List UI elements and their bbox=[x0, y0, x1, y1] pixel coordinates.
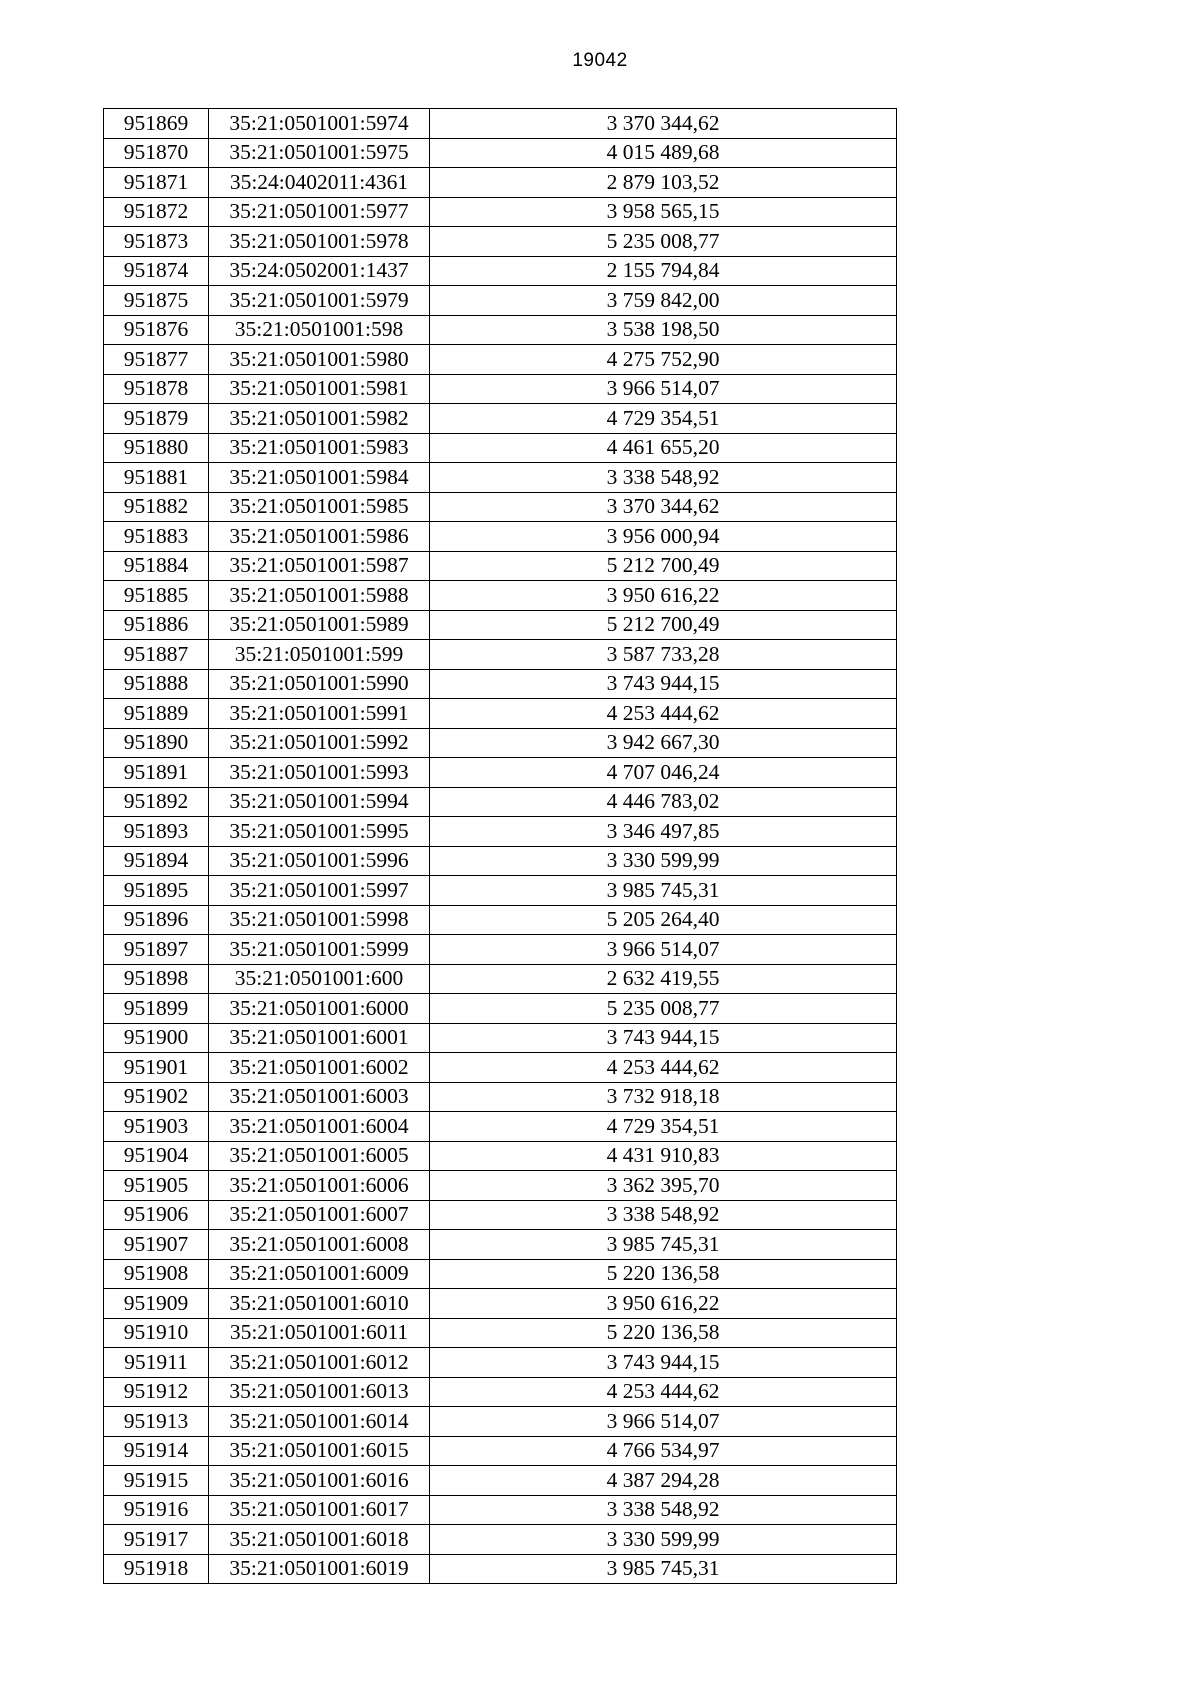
table-row bbox=[104, 227, 897, 257]
cadastral-value-cell: 3 985 745,31 bbox=[430, 876, 897, 906]
cadastral-value-cell: 2 879 103,52 bbox=[430, 168, 897, 198]
table-row bbox=[104, 1112, 897, 1142]
table-row bbox=[104, 463, 897, 493]
cadastral-value-cell: 4 707 046,24 bbox=[430, 758, 897, 788]
row-number-cell: 951900 bbox=[104, 1023, 209, 1053]
cadastral-value-cell: 3 538 198,50 bbox=[430, 315, 897, 345]
table-row bbox=[104, 256, 897, 286]
table-row bbox=[104, 138, 897, 168]
row-number-cell: 951885 bbox=[104, 581, 209, 611]
cadastral-number-cell: 35:21:0501001:6012 bbox=[209, 1348, 430, 1378]
table-row bbox=[104, 1525, 897, 1555]
cadastral-number-cell: 35:21:0501001:5991 bbox=[209, 699, 430, 729]
row-number-cell: 951884 bbox=[104, 551, 209, 581]
table-row bbox=[104, 758, 897, 788]
cadastral-number-cell: 35:21:0501001:6018 bbox=[209, 1525, 430, 1555]
cadastral-value-cell: 4 253 444,62 bbox=[430, 699, 897, 729]
row-number-cell: 951897 bbox=[104, 935, 209, 965]
cadastral-value-cell: 3 743 944,15 bbox=[430, 1023, 897, 1053]
cadastral-number-cell: 35:24:0502001:1437 bbox=[209, 256, 430, 286]
cadastral-value-cell: 5 220 136,58 bbox=[430, 1259, 897, 1289]
page-number: 19042 bbox=[572, 50, 628, 71]
cadastral-number-cell: 35:21:0501001:5999 bbox=[209, 935, 430, 965]
cadastral-number-cell: 35:21:0501001:6013 bbox=[209, 1377, 430, 1407]
cadastral-number-cell: 35:21:0501001:6003 bbox=[209, 1082, 430, 1112]
row-number-cell: 951874 bbox=[104, 256, 209, 286]
table-row bbox=[104, 1171, 897, 1201]
cadastral-value-cell: 2 632 419,55 bbox=[430, 964, 897, 994]
table-row bbox=[104, 846, 897, 876]
cadastral-number-cell: 35:21:0501001:600 bbox=[209, 964, 430, 994]
table-row bbox=[104, 1466, 897, 1496]
row-number-cell: 951883 bbox=[104, 522, 209, 552]
table-row bbox=[104, 1082, 897, 1112]
cadastral-value-cell: 3 950 616,22 bbox=[430, 1289, 897, 1319]
table-row bbox=[104, 905, 897, 935]
row-number-cell: 951896 bbox=[104, 905, 209, 935]
cadastral-value-cell: 3 330 599,99 bbox=[430, 1525, 897, 1555]
cadastral-number-cell: 35:21:0501001:6002 bbox=[209, 1053, 430, 1083]
cadastral-value-cell: 3 346 497,85 bbox=[430, 817, 897, 847]
cadastral-number-cell: 35:21:0501001:5975 bbox=[209, 138, 430, 168]
cadastral-value-cell: 4 766 534,97 bbox=[430, 1436, 897, 1466]
row-number-cell: 951899 bbox=[104, 994, 209, 1024]
table-row bbox=[104, 168, 897, 198]
table-row bbox=[104, 551, 897, 581]
row-number-cell: 951913 bbox=[104, 1407, 209, 1437]
cadastral-number-cell: 35:21:0501001:5983 bbox=[209, 433, 430, 463]
cadastral-value-cell: 5 235 008,77 bbox=[430, 994, 897, 1024]
table-row bbox=[104, 669, 897, 699]
table-row bbox=[104, 1141, 897, 1171]
row-number-cell: 951917 bbox=[104, 1525, 209, 1555]
cadastral-number-cell: 35:21:0501001:5997 bbox=[209, 876, 430, 906]
cadastral-value-cell: 3 338 548,92 bbox=[430, 1200, 897, 1230]
table-row bbox=[104, 787, 897, 817]
cadastral-value-cell: 2 155 794,84 bbox=[430, 256, 897, 286]
cadastral-number-cell: 35:21:0501001:6006 bbox=[209, 1171, 430, 1201]
cadastral-number-cell: 35:21:0501001:5977 bbox=[209, 197, 430, 227]
row-number-cell: 951904 bbox=[104, 1141, 209, 1171]
table-row bbox=[104, 197, 897, 227]
row-number-cell: 951881 bbox=[104, 463, 209, 493]
cadastral-value-cell: 5 205 264,40 bbox=[430, 905, 897, 935]
cadastral-value-cell: 4 275 752,90 bbox=[430, 345, 897, 375]
cadastral-value-cell: 3 985 745,31 bbox=[430, 1554, 897, 1584]
cadastral-number-cell: 35:21:0501001:599 bbox=[209, 640, 430, 670]
table-row bbox=[104, 374, 897, 404]
cadastral-number-cell: 35:21:0501001:598 bbox=[209, 315, 430, 345]
row-number-cell: 951915 bbox=[104, 1466, 209, 1496]
cadastral-number-cell: 35:21:0501001:6000 bbox=[209, 994, 430, 1024]
row-number-cell: 951893 bbox=[104, 817, 209, 847]
table-row bbox=[104, 286, 897, 316]
row-number-cell: 951880 bbox=[104, 433, 209, 463]
cadastral-number-cell: 35:21:0501001:6008 bbox=[209, 1230, 430, 1260]
table-row bbox=[104, 1554, 897, 1584]
row-number-cell: 951892 bbox=[104, 787, 209, 817]
cadastral-number-cell: 35:21:0501001:5979 bbox=[209, 286, 430, 316]
table-row bbox=[104, 1289, 897, 1319]
cadastral-value-cell: 5 220 136,58 bbox=[430, 1318, 897, 1348]
row-number-cell: 951914 bbox=[104, 1436, 209, 1466]
table-row bbox=[104, 1436, 897, 1466]
row-number-cell: 951918 bbox=[104, 1554, 209, 1584]
table-row bbox=[104, 1318, 897, 1348]
cadastral-number-cell: 35:21:0501001:6016 bbox=[209, 1466, 430, 1496]
cadastral-value-cell: 3 956 000,94 bbox=[430, 522, 897, 552]
cadastral-value-cell: 4 729 354,51 bbox=[430, 404, 897, 434]
cadastral-value-cell: 3 338 548,92 bbox=[430, 463, 897, 493]
table-body bbox=[104, 109, 897, 1584]
table-row bbox=[104, 964, 897, 994]
table-row bbox=[104, 1407, 897, 1437]
table-row bbox=[104, 610, 897, 640]
table-row bbox=[104, 315, 897, 345]
cadastral-number-cell: 35:21:0501001:5998 bbox=[209, 905, 430, 935]
row-number-cell: 951876 bbox=[104, 315, 209, 345]
cadastral-value-cell: 3 338 548,92 bbox=[430, 1495, 897, 1525]
cadastral-number-cell: 35:21:0501001:5996 bbox=[209, 846, 430, 876]
row-number-cell: 951909 bbox=[104, 1289, 209, 1319]
cadastral-value-cell: 4 431 910,83 bbox=[430, 1141, 897, 1171]
cadastral-value-cell: 4 015 489,68 bbox=[430, 138, 897, 168]
cadastral-number-cell: 35:21:0501001:6014 bbox=[209, 1407, 430, 1437]
table-row bbox=[104, 109, 897, 139]
row-number-cell: 951870 bbox=[104, 138, 209, 168]
row-number-cell: 951875 bbox=[104, 286, 209, 316]
cadastral-value-cell: 3 743 944,15 bbox=[430, 669, 897, 699]
row-number-cell: 951878 bbox=[104, 374, 209, 404]
table-row bbox=[104, 1230, 897, 1260]
cadastral-value-cell: 3 958 565,15 bbox=[430, 197, 897, 227]
table-row bbox=[104, 1053, 897, 1083]
row-number-cell: 951894 bbox=[104, 846, 209, 876]
cadastral-value-cell: 3 942 667,30 bbox=[430, 728, 897, 758]
row-number-cell: 951869 bbox=[104, 109, 209, 139]
cadastral-number-cell: 35:21:0501001:6001 bbox=[209, 1023, 430, 1053]
cadastral-number-cell: 35:21:0501001:6019 bbox=[209, 1554, 430, 1584]
cadastral-value-cell: 3 732 918,18 bbox=[430, 1082, 897, 1112]
table-row bbox=[104, 1495, 897, 1525]
cadastral-value-cell: 4 729 354,51 bbox=[430, 1112, 897, 1142]
cadastral-value-cell: 3 759 842,00 bbox=[430, 286, 897, 316]
table-row bbox=[104, 1348, 897, 1378]
row-number-cell: 951888 bbox=[104, 669, 209, 699]
cadastral-number-cell: 35:21:0501001:5978 bbox=[209, 227, 430, 257]
table-row bbox=[104, 404, 897, 434]
table-row bbox=[104, 581, 897, 611]
cadastral-number-cell: 35:21:0501001:5985 bbox=[209, 492, 430, 522]
table-row bbox=[104, 522, 897, 552]
cadastral-number-cell: 35:21:0501001:5992 bbox=[209, 728, 430, 758]
cadastral-number-cell: 35:21:0501001:6005 bbox=[209, 1141, 430, 1171]
table-row bbox=[104, 1200, 897, 1230]
row-number-cell: 951887 bbox=[104, 640, 209, 670]
cadastral-value-cell: 5 212 700,49 bbox=[430, 551, 897, 581]
cadastral-value-cell: 3 950 616,22 bbox=[430, 581, 897, 611]
cadastral-value-cell: 4 461 655,20 bbox=[430, 433, 897, 463]
table-row bbox=[104, 817, 897, 847]
row-number-cell: 951882 bbox=[104, 492, 209, 522]
table-row bbox=[104, 433, 897, 463]
cadastral-value-cell: 3 370 344,62 bbox=[430, 492, 897, 522]
table-row bbox=[104, 935, 897, 965]
table-row bbox=[104, 728, 897, 758]
cadastral-number-cell: 35:21:0501001:5986 bbox=[209, 522, 430, 552]
row-number-cell: 951906 bbox=[104, 1200, 209, 1230]
table-row bbox=[104, 876, 897, 906]
row-number-cell: 951907 bbox=[104, 1230, 209, 1260]
cadastral-number-cell: 35:21:0501001:5988 bbox=[209, 581, 430, 611]
row-number-cell: 951872 bbox=[104, 197, 209, 227]
row-number-cell: 951871 bbox=[104, 168, 209, 198]
cadastral-value-cell: 4 387 294,28 bbox=[430, 1466, 897, 1496]
cadastral-number-cell: 35:21:0501001:5995 bbox=[209, 817, 430, 847]
table-row bbox=[104, 1259, 897, 1289]
cadastral-number-cell: 35:21:0501001:6015 bbox=[209, 1436, 430, 1466]
row-number-cell: 951911 bbox=[104, 1348, 209, 1378]
table-row bbox=[104, 345, 897, 375]
cadastral-number-cell: 35:21:0501001:5982 bbox=[209, 404, 430, 434]
row-number-cell: 951908 bbox=[104, 1259, 209, 1289]
cadastral-number-cell: 35:21:0501001:5974 bbox=[209, 109, 430, 139]
cadastral-number-cell: 35:21:0501001:6017 bbox=[209, 1495, 430, 1525]
row-number-cell: 951895 bbox=[104, 876, 209, 906]
cadastral-number-cell: 35:21:0501001:6010 bbox=[209, 1289, 430, 1319]
cadastral-value-cell: 5 212 700,49 bbox=[430, 610, 897, 640]
cadastral-number-cell: 35:21:0501001:5987 bbox=[209, 551, 430, 581]
cadastral-value-cell: 5 235 008,77 bbox=[430, 227, 897, 257]
table-row bbox=[104, 1377, 897, 1407]
cadastral-value-cell: 3 330 599,99 bbox=[430, 846, 897, 876]
cadastral-value-cell: 3 587 733,28 bbox=[430, 640, 897, 670]
cadastral-number-cell: 35:21:0501001:5980 bbox=[209, 345, 430, 375]
cadastral-number-cell: 35:21:0501001:5994 bbox=[209, 787, 430, 817]
cadastral-value-cell: 4 253 444,62 bbox=[430, 1053, 897, 1083]
row-number-cell: 951898 bbox=[104, 964, 209, 994]
cadastral-value-cell: 3 370 344,62 bbox=[430, 109, 897, 139]
cadastral-number-cell: 35:24:0402011:4361 bbox=[209, 168, 430, 198]
cadastral-number-cell: 35:21:0501001:5981 bbox=[209, 374, 430, 404]
row-number-cell: 951903 bbox=[104, 1112, 209, 1142]
cadastral-number-cell: 35:21:0501001:6004 bbox=[209, 1112, 430, 1142]
cadastral-value-cell: 3 743 944,15 bbox=[430, 1348, 897, 1378]
cadastral-number-cell: 35:21:0501001:6011 bbox=[209, 1318, 430, 1348]
row-number-cell: 951916 bbox=[104, 1495, 209, 1525]
cadastral-value-cell: 4 253 444,62 bbox=[430, 1377, 897, 1407]
cadastral-number-cell: 35:21:0501001:5990 bbox=[209, 669, 430, 699]
table-row bbox=[104, 994, 897, 1024]
row-number-cell: 951912 bbox=[104, 1377, 209, 1407]
cadastral-number-cell: 35:21:0501001:5993 bbox=[209, 758, 430, 788]
row-number-cell: 951877 bbox=[104, 345, 209, 375]
table-row bbox=[104, 640, 897, 670]
cadastral-value-cell: 3 966 514,07 bbox=[430, 935, 897, 965]
row-number-cell: 951879 bbox=[104, 404, 209, 434]
cadastral-value-cell: 3 966 514,07 bbox=[430, 374, 897, 404]
row-number-cell: 951901 bbox=[104, 1053, 209, 1083]
row-number-cell: 951886 bbox=[104, 610, 209, 640]
table-row bbox=[104, 699, 897, 729]
cadastral-number-cell: 35:21:0501001:5989 bbox=[209, 610, 430, 640]
row-number-cell: 951873 bbox=[104, 227, 209, 257]
table-row bbox=[104, 1023, 897, 1053]
cadastral-value-cell: 3 966 514,07 bbox=[430, 1407, 897, 1437]
cadastral-value-table bbox=[103, 108, 897, 1584]
row-number-cell: 951890 bbox=[104, 728, 209, 758]
cadastral-value-cell: 3 362 395,70 bbox=[430, 1171, 897, 1201]
cadastral-value-cell: 3 985 745,31 bbox=[430, 1230, 897, 1260]
cadastral-number-cell: 35:21:0501001:6009 bbox=[209, 1259, 430, 1289]
table-row bbox=[104, 492, 897, 522]
cadastral-number-cell: 35:21:0501001:5984 bbox=[209, 463, 430, 493]
row-number-cell: 951905 bbox=[104, 1171, 209, 1201]
row-number-cell: 951910 bbox=[104, 1318, 209, 1348]
row-number-cell: 951902 bbox=[104, 1082, 209, 1112]
cadastral-value-cell: 4 446 783,02 bbox=[430, 787, 897, 817]
row-number-cell: 951889 bbox=[104, 699, 209, 729]
row-number-cell: 951891 bbox=[104, 758, 209, 788]
cadastral-number-cell: 35:21:0501001:6007 bbox=[209, 1200, 430, 1230]
